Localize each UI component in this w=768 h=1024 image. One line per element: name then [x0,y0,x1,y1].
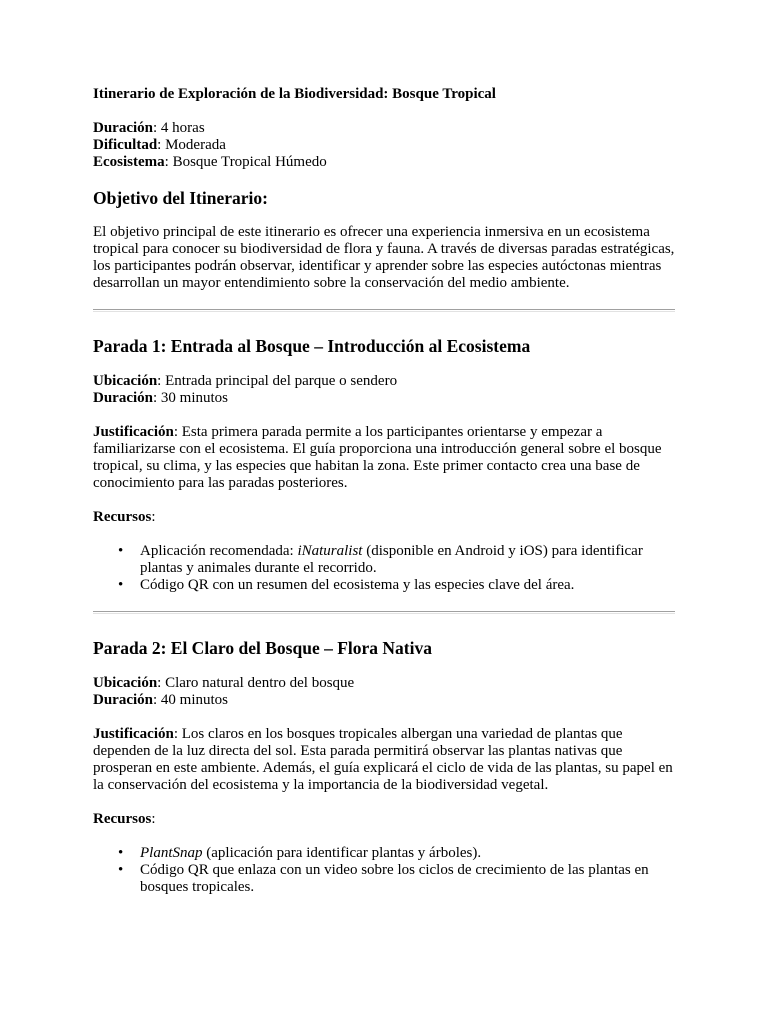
stop-2-duration [93,692,675,709]
stop-1-duration-label: Duración [93,390,153,406]
objective-heading: Objetivo del Itinerario: [93,188,268,208]
stop-2-resources-heading [93,811,675,828]
resource-text-pre: Código QR que enlaza con un video sobre los ciclos de crecimiento de las plantas en bosques tropicales. [140,862,649,895]
meta-difficulty [93,137,675,154]
stop-1-justification-value: : Esta primera parada permite a los participantes orientarse y empezar a familiarizarse con el ecosistema. El guía proporciona una introducción general sobre el bosque tropical, su clima, y las especies que habitan la zona. Este primer contacto crea una base de conocimiento para las paradas posteriores. [93,424,662,491]
stop-1-duration [93,390,675,407]
stop-1-location-label: Ubicación [93,373,158,389]
document-page [93,86,675,896]
app-name-plantsnap: PlantSnap [140,845,203,861]
bullet-icon: • [118,543,124,559]
stop-1-resources-heading [93,509,675,526]
bullet-icon: • [118,577,124,593]
resource-text-pre: Aplicación recomendada: [140,543,298,559]
meta-duration-label: Duración [93,120,153,136]
stop-2-duration-label: Duración [93,692,153,708]
meta-difficulty-label: Dificultad [93,137,158,153]
stop-2-resources-label: Recursos [93,811,152,827]
meta-duration [93,120,675,137]
bullet-icon: • [118,845,124,861]
stop-2-details [93,675,675,709]
list-item [118,543,675,577]
stop-2-justification [93,726,675,794]
stop-1 [93,336,675,594]
stop-2-title: Parada 2: El Claro del Bosque – Flora Nativa [93,638,432,658]
document-title: Itinerario de Exploración de la Biodiversidad: Bosque Tropical [93,86,496,102]
stop-2-location-value: : Claro natural dentro del bosque [157,675,355,691]
objective-text: El objetivo principal de este itinerario es ofrecer una experiencia inmersiva en un ecosistema tropical para conocer su biodiversidad de flora y fauna. A través de diversas paradas estratégicas, los participantes podrán observar, identificar y aprender sobre las especies autóctonas mientras desarrollan un mayor entendimiento sobre la conservación del medio ambiente. [93,224,675,291]
app-name-inaturalist: iNaturalist [297,543,363,559]
stop-1-duration-value: : 30 minutos [153,390,229,406]
stop-2-location-label: Ubicación [93,675,158,691]
section-divider [93,611,675,614]
meta-ecosystem [93,154,675,171]
stop-2 [93,638,675,896]
stop-1-justification [93,424,675,492]
section-divider [93,309,675,312]
stop-2-justification-label: Justificación [93,726,174,742]
meta-difficulty-value: : Moderada [157,137,226,153]
stop-1-justification-label: Justificación [93,424,174,440]
resource-text-post: (disponible en Android y iOS) para identificar plantas y animales durante el recorrido. [140,543,643,576]
stop-2-resources-colon: : [151,811,156,827]
meta-duration-value: : 4 horas [153,120,205,136]
stop-1-resources-list [93,543,675,594]
stop-1-resources-colon: : [151,509,156,525]
meta-ecosystem-value: : Bosque Tropical Húmedo [164,154,327,170]
stop-2-duration-value: : 40 minutos [153,692,229,708]
meta-ecosystem-label: Ecosistema [93,154,165,170]
resource-text-post: (aplicación para identificar plantas y árboles). [202,845,482,861]
list-item [118,862,675,896]
stop-1-details [93,373,675,407]
stop-1-location-value: : Entrada principal del parque o sendero [157,373,398,389]
stop-2-location [93,675,675,692]
list-item [118,845,675,862]
stop-1-location [93,373,675,390]
list-item [118,577,675,594]
bullet-icon: • [118,862,124,878]
stop-2-resources-list [93,845,675,896]
stop-1-resources-label: Recursos [93,509,152,525]
stop-1-title: Parada 1: Entrada al Bosque – Introducción al Ecosistema [93,336,531,356]
resource-text-pre: Código QR con un resumen del ecosistema y las especies clave del área. [140,577,575,593]
stop-2-justification-value: : Los claros en los bosques tropicales albergan una variedad de plantas que dependen de la luz directa del sol. Esta parada permitirá observar las plantas nativas que prosperan en este ambiente. Además, el guía explicará el ciclo de vida de las plantas, su papel en la conservación del ecosistema y la importancia de la biodiversidad vegetal. [93,726,673,793]
